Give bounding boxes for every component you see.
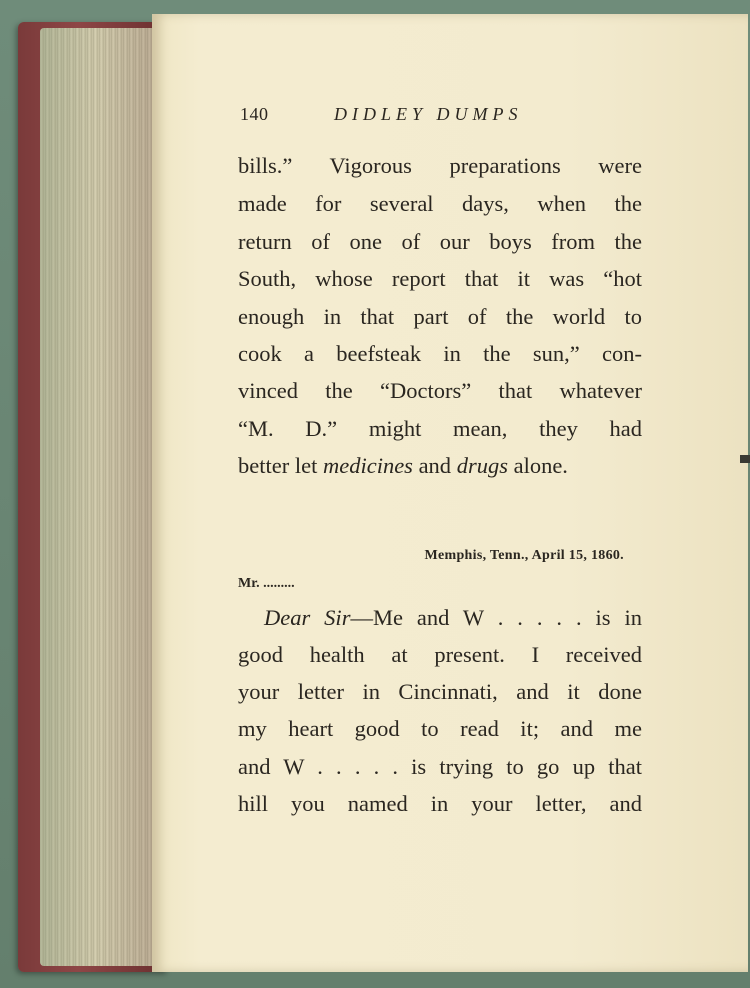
text-run: better let bbox=[238, 453, 323, 478]
text-line: “M. D.” might mean, they had bbox=[238, 416, 642, 441]
text-line: and W . . . . . is trying to go up that bbox=[238, 754, 642, 779]
text-line: cook a beefsteak in the sun,” con- bbox=[238, 341, 642, 366]
text-line: made for several days, when the bbox=[238, 191, 642, 216]
letter-addressee: Mr. ......... bbox=[238, 576, 295, 591]
letter-first-line bbox=[238, 604, 642, 632]
binding-mark bbox=[740, 455, 750, 463]
text-line: return of one of our boys from the bbox=[238, 229, 642, 254]
text-line: South, whose report that it was “hot bbox=[238, 266, 642, 291]
text-line-last bbox=[238, 452, 642, 480]
text-run: alone. bbox=[507, 453, 568, 478]
text-line: enough in that part of the world to bbox=[238, 304, 642, 329]
running-title: DIDLEY DUMPS bbox=[334, 104, 523, 124]
text-line: bills.” Vigorous preparations were bbox=[238, 153, 642, 178]
text-line: hill you named in your letter, and bbox=[238, 791, 642, 816]
letter-dateline: Memphis, Tenn., April 15, 1860. bbox=[424, 548, 624, 563]
text-line: my heart good to read it; and me bbox=[238, 716, 642, 741]
text-line: your letter in Cincinnati, and it done bbox=[238, 679, 642, 704]
text-run: and bbox=[412, 453, 457, 478]
text-line: vinced the “Doctors” that whatever bbox=[238, 378, 642, 403]
salutation: Dear Sir bbox=[264, 605, 351, 630]
text-run: —Me and W . . . . . is in bbox=[350, 605, 642, 630]
emphasis-medicines: medicines bbox=[322, 453, 413, 478]
page-edges-shadow bbox=[40, 28, 165, 966]
page-number: 140 bbox=[240, 104, 269, 124]
text-line: good health at present. I received bbox=[238, 642, 642, 667]
emphasis-drugs: drugs bbox=[456, 453, 508, 478]
